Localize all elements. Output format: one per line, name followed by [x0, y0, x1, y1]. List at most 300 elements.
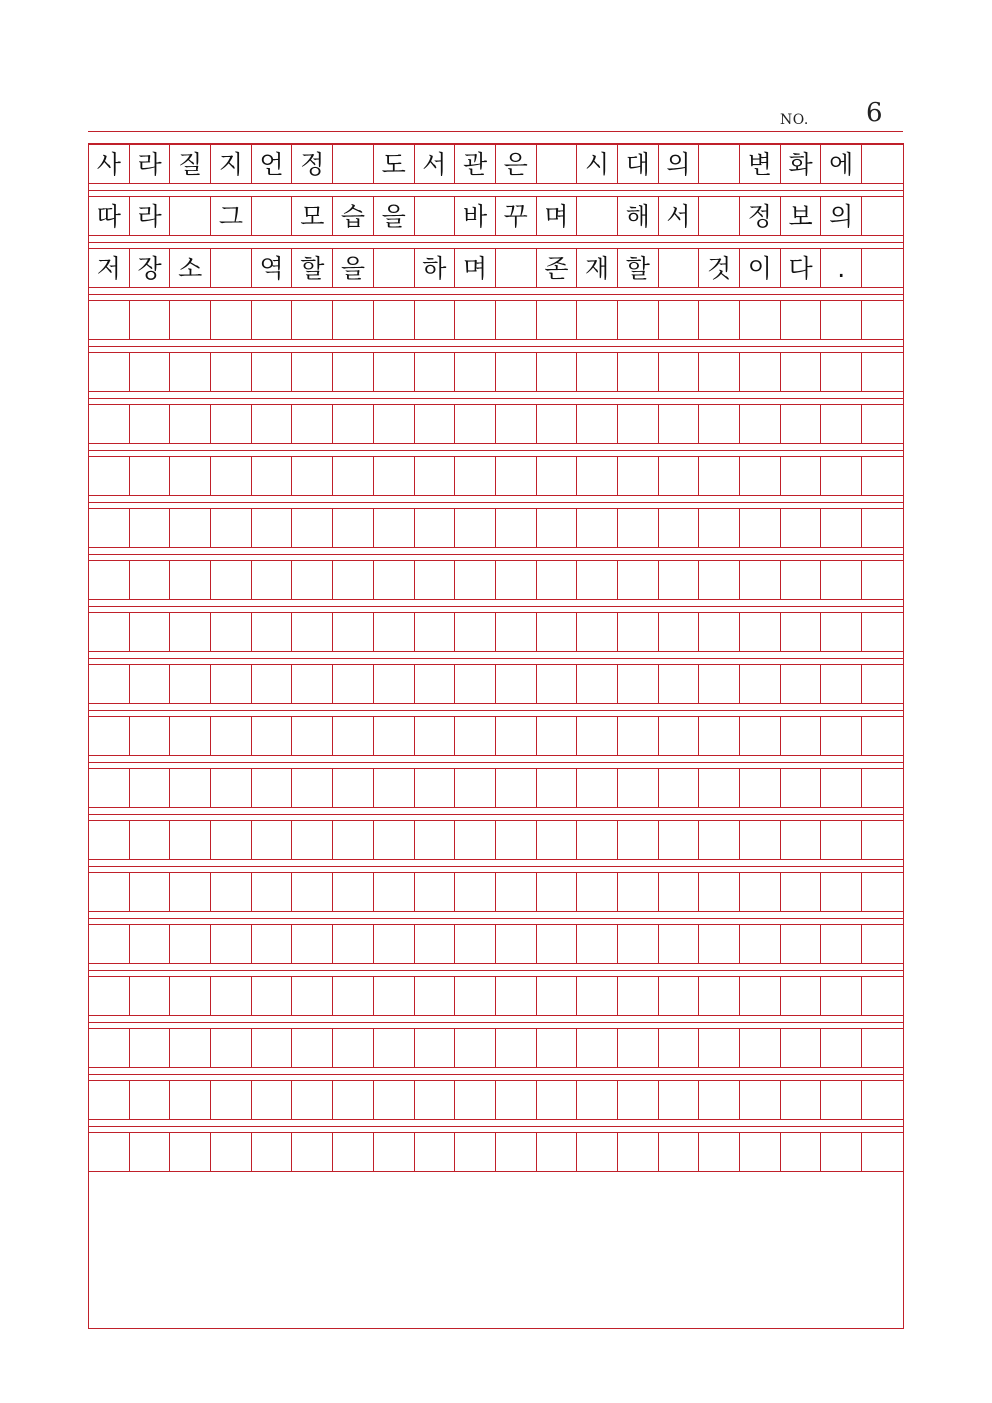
- grid-cell: [130, 1029, 171, 1067]
- grid-cell: [862, 977, 903, 1015]
- grid-cell: 을: [333, 249, 374, 287]
- grid-cell: [130, 821, 171, 859]
- grid-cell: [211, 509, 252, 547]
- grid-cell: [170, 353, 211, 391]
- grid-cell: [740, 613, 781, 651]
- grid-cell: [374, 925, 415, 963]
- grid-cell: [89, 405, 130, 443]
- grid-cell: [577, 873, 618, 911]
- grid-cell: [252, 1081, 293, 1119]
- grid-cell: [659, 249, 700, 287]
- grid-cell: [211, 561, 252, 599]
- grid-cell: [415, 925, 456, 963]
- grid-cell: [577, 821, 618, 859]
- grid-cell: [292, 821, 333, 859]
- grid-cell: 사: [89, 145, 130, 183]
- grid-cell: [496, 1029, 537, 1067]
- grid-cell: [252, 925, 293, 963]
- grid-cell: [374, 769, 415, 807]
- grid-cell: [252, 717, 293, 755]
- grid-cell: [170, 977, 211, 1015]
- grid-cell: 따: [89, 197, 130, 235]
- grid-cell: 의: [821, 197, 862, 235]
- grid-cell: 정: [292, 145, 333, 183]
- grid-cell: [699, 977, 740, 1015]
- grid-cell: [252, 769, 293, 807]
- grid-cell: [577, 1029, 618, 1067]
- grid-cell: [699, 1029, 740, 1067]
- grid-cell: [699, 925, 740, 963]
- grid-cell: [821, 405, 862, 443]
- grid-cell: [740, 769, 781, 807]
- grid-cell: 며: [455, 249, 496, 287]
- grid-cell: [89, 717, 130, 755]
- grid-cell: [699, 301, 740, 339]
- grid-cell: [130, 769, 171, 807]
- grid-cell: [537, 665, 578, 703]
- grid-cell: [455, 1029, 496, 1067]
- grid-cell: [89, 301, 130, 339]
- grid-cell: [170, 925, 211, 963]
- grid-cell: [618, 873, 659, 911]
- grid-cell: 대: [618, 145, 659, 183]
- grid-cell: 지: [211, 145, 252, 183]
- grid-cell: [659, 457, 700, 495]
- grid-cell: [740, 977, 781, 1015]
- grid-cell: [170, 613, 211, 651]
- grid-cell: [455, 717, 496, 755]
- grid-row: [89, 1028, 903, 1068]
- grid-cell: [374, 249, 415, 287]
- grid-cell: [862, 717, 903, 755]
- grid-cell: [699, 197, 740, 235]
- grid-cell: [333, 769, 374, 807]
- grid-cell: [862, 821, 903, 859]
- grid-cell: 라: [130, 145, 171, 183]
- grid-cell: [496, 613, 537, 651]
- grid-cell: [699, 1081, 740, 1119]
- grid-cell: [130, 457, 171, 495]
- row-gap-line: [89, 866, 903, 867]
- grid-cell: 할: [292, 249, 333, 287]
- grid-cell: [415, 301, 456, 339]
- grid-cell: [659, 665, 700, 703]
- grid-cell: [292, 665, 333, 703]
- grid-cell: [577, 613, 618, 651]
- grid-cell: [252, 405, 293, 443]
- grid-cell: [659, 977, 700, 1015]
- grid-cell: [821, 769, 862, 807]
- grid-cell: [577, 353, 618, 391]
- grid-cell: [415, 769, 456, 807]
- grid-cell: [537, 1029, 578, 1067]
- grid-cell: 역: [252, 249, 293, 287]
- grid-cell: [252, 301, 293, 339]
- grid-cell: [333, 353, 374, 391]
- grid-cell: 화: [781, 145, 822, 183]
- row-gap-line: [89, 814, 903, 815]
- grid-cell: [292, 1133, 333, 1171]
- grid-cell: [252, 665, 293, 703]
- grid-cell: [292, 925, 333, 963]
- grid-cell: [415, 977, 456, 1015]
- grid-cell: [211, 1081, 252, 1119]
- row-gap-line: [89, 190, 903, 191]
- grid-cell: [455, 405, 496, 443]
- grid-cell: [455, 873, 496, 911]
- grid-cell: [333, 717, 374, 755]
- grid-cell: [496, 821, 537, 859]
- grid-cell: [496, 769, 537, 807]
- grid-cell: [781, 1029, 822, 1067]
- grid-row: [89, 352, 903, 392]
- grid-cell: [292, 561, 333, 599]
- grid-cell: [618, 665, 659, 703]
- grid-cell: [292, 509, 333, 547]
- grid-cell: [170, 1133, 211, 1171]
- grid-cell: [333, 821, 374, 859]
- grid-cell: [130, 717, 171, 755]
- grid-row: [89, 976, 903, 1016]
- grid-cell: [170, 457, 211, 495]
- grid-cell: [618, 1029, 659, 1067]
- row-gap-line: [89, 970, 903, 971]
- grid-cell: [862, 1081, 903, 1119]
- grid-cell: 도: [374, 145, 415, 183]
- grid-cell: [821, 509, 862, 547]
- grid-cell: [252, 613, 293, 651]
- grid-cell: [537, 405, 578, 443]
- grid-cell: [130, 509, 171, 547]
- grid-cell: [618, 405, 659, 443]
- row-gap-line: [89, 1022, 903, 1023]
- grid-cell: [781, 561, 822, 599]
- grid-cell: [170, 1081, 211, 1119]
- grid-cell: [252, 1029, 293, 1067]
- grid-cell: [537, 717, 578, 755]
- grid-cell: 모: [292, 197, 333, 235]
- grid-cell: [130, 353, 171, 391]
- grid-cell: [211, 613, 252, 651]
- grid-cell: [577, 1081, 618, 1119]
- grid-cell: [740, 1081, 781, 1119]
- grid-cell: [537, 353, 578, 391]
- grid-cell: [89, 873, 130, 911]
- grid-cell: [862, 613, 903, 651]
- grid-cell: [415, 665, 456, 703]
- grid-cell: [821, 873, 862, 911]
- grid-cell: [659, 1029, 700, 1067]
- grid-cell: [862, 249, 903, 287]
- grid-cell: [537, 977, 578, 1015]
- grid-cell: [455, 925, 496, 963]
- grid-cell: [862, 197, 903, 235]
- grid-cell: [537, 509, 578, 547]
- grid-cell: [89, 769, 130, 807]
- grid-cell: [292, 717, 333, 755]
- row-gap-line: [89, 450, 903, 451]
- grid-cell: [130, 873, 171, 911]
- grid-cell: [537, 613, 578, 651]
- grid-cell: [89, 561, 130, 599]
- grid-cell: [415, 509, 456, 547]
- row-gap-line: [89, 346, 903, 347]
- grid-cell: 에: [821, 145, 862, 183]
- grid-cell: [455, 613, 496, 651]
- grid-cell: 할: [618, 249, 659, 287]
- grid-cell: 하: [415, 249, 456, 287]
- grid-cell: [374, 509, 415, 547]
- grid-cell: [577, 769, 618, 807]
- grid-cell: [170, 717, 211, 755]
- grid-row: [89, 924, 903, 964]
- grid-cell: [496, 405, 537, 443]
- grid-cell: [333, 561, 374, 599]
- grid-cell: [415, 457, 456, 495]
- grid-cell: [415, 1029, 456, 1067]
- grid-cell: [821, 301, 862, 339]
- grid-cell: [659, 301, 700, 339]
- row-gap-line: [89, 1074, 903, 1075]
- grid-cell: [618, 925, 659, 963]
- grid-cell: [415, 1081, 456, 1119]
- grid-cell: [130, 405, 171, 443]
- grid-row: [89, 664, 903, 704]
- grid-cell: [862, 301, 903, 339]
- grid-cell: [496, 353, 537, 391]
- grid-cell: [415, 821, 456, 859]
- grid-cell: [821, 665, 862, 703]
- grid-cell: [862, 457, 903, 495]
- grid-cell: [496, 509, 537, 547]
- grid-cell: 저: [89, 249, 130, 287]
- grid-cell: [821, 1133, 862, 1171]
- grid-cell: [781, 301, 822, 339]
- grid-cell: [455, 457, 496, 495]
- grid-cell: [699, 405, 740, 443]
- grid-cell: [781, 1133, 822, 1171]
- grid-row: [89, 1080, 903, 1120]
- grid-cell: 것: [699, 249, 740, 287]
- grid-cell: 이: [740, 249, 781, 287]
- row-gap-line: [89, 658, 903, 659]
- grid-cell: [374, 821, 415, 859]
- grid-cell: [659, 561, 700, 599]
- grid-cell: [659, 405, 700, 443]
- grid-cell: [618, 457, 659, 495]
- grid-cell: [415, 405, 456, 443]
- grid-cell: [89, 457, 130, 495]
- grid-cell: [130, 561, 171, 599]
- grid-cell: [781, 457, 822, 495]
- grid-cell: [374, 1029, 415, 1067]
- grid-cell: [496, 665, 537, 703]
- grid-cell: [821, 613, 862, 651]
- grid-cell: [781, 509, 822, 547]
- grid-cell: [333, 145, 374, 183]
- grid-cell: [699, 769, 740, 807]
- grid-cell: [618, 353, 659, 391]
- grid-cell: [415, 353, 456, 391]
- grid-cell: [89, 821, 130, 859]
- grid-row: [89, 716, 903, 756]
- grid-cell: 꾸: [496, 197, 537, 235]
- grid-cell: [130, 301, 171, 339]
- grid-cell: [740, 821, 781, 859]
- grid-cell: [455, 509, 496, 547]
- grid-cell: [211, 925, 252, 963]
- grid-cell: [618, 509, 659, 547]
- grid-cell: [415, 561, 456, 599]
- grid-cell: [415, 1133, 456, 1171]
- grid-cell: [618, 769, 659, 807]
- grid-cell: [211, 353, 252, 391]
- grid-cell: [577, 405, 618, 443]
- grid-cell: [659, 1081, 700, 1119]
- grid-cell: 관: [455, 145, 496, 183]
- grid-cell: [211, 405, 252, 443]
- grid-cell: 변: [740, 145, 781, 183]
- grid-row: [89, 248, 903, 288]
- grid-cell: [211, 1133, 252, 1171]
- grid-cell: [374, 1133, 415, 1171]
- grid-cell: [862, 145, 903, 183]
- grid-cell: [537, 925, 578, 963]
- grid-cell: [333, 1133, 374, 1171]
- grid-cell: [577, 717, 618, 755]
- grid-cell: [781, 925, 822, 963]
- grid-row: [89, 768, 903, 808]
- grid-cell: [821, 977, 862, 1015]
- grid-cell: [89, 613, 130, 651]
- grid-cell: [496, 873, 537, 911]
- grid-cell: [333, 665, 374, 703]
- grid-cell: [577, 561, 618, 599]
- grid-cell: [537, 561, 578, 599]
- grid-cell: [292, 457, 333, 495]
- grid-cell: [821, 821, 862, 859]
- grid-cell: [862, 405, 903, 443]
- grid-cell: [89, 925, 130, 963]
- grid-cell: [821, 925, 862, 963]
- row-gap-line: [89, 918, 903, 919]
- grid-cell: [577, 665, 618, 703]
- grid-cell: [821, 1029, 862, 1067]
- grid-cell: [374, 613, 415, 651]
- grid-cell: [862, 509, 903, 547]
- grid-cell: 시: [577, 145, 618, 183]
- grid-cell: [740, 925, 781, 963]
- grid-cell: [211, 249, 252, 287]
- grid-cell: [821, 353, 862, 391]
- grid-cell: [374, 717, 415, 755]
- grid-cell: [89, 509, 130, 547]
- grid-cell: 해: [618, 197, 659, 235]
- grid-cell: [618, 821, 659, 859]
- grid-row: [89, 404, 903, 444]
- grid-cell: [292, 1081, 333, 1119]
- grid-cell: [455, 1133, 496, 1171]
- grid-cell: 보: [781, 197, 822, 235]
- grid-cell: [781, 769, 822, 807]
- grid-cell: [618, 613, 659, 651]
- grid-cell: [659, 613, 700, 651]
- grid-cell: [659, 1133, 700, 1171]
- grid-cell: [170, 769, 211, 807]
- header-rule: [88, 131, 903, 132]
- grid-cell: [740, 665, 781, 703]
- grid-cell: [211, 1029, 252, 1067]
- grid-cell: [374, 457, 415, 495]
- grid-cell: [455, 561, 496, 599]
- grid-cell: [781, 977, 822, 1015]
- grid-cell: 의: [659, 145, 700, 183]
- grid-row: [89, 508, 903, 548]
- grid-cell: [89, 977, 130, 1015]
- grid-cell: 그: [211, 197, 252, 235]
- grid-cell: .: [821, 249, 862, 287]
- grid-cell: [496, 925, 537, 963]
- grid-cell: [537, 873, 578, 911]
- grid-cell: [659, 873, 700, 911]
- row-gap-line: [89, 606, 903, 607]
- grid-cell: 서: [659, 197, 700, 235]
- grid-row: [89, 560, 903, 600]
- grid-cell: 며: [537, 197, 578, 235]
- grid-cell: [699, 1133, 740, 1171]
- grid-cell: [781, 873, 822, 911]
- grid-cell: [862, 925, 903, 963]
- grid-cell: [699, 665, 740, 703]
- grid-cell: [292, 1029, 333, 1067]
- grid-cell: [496, 1133, 537, 1171]
- grid-cell: 을: [374, 197, 415, 235]
- grid-cell: [699, 873, 740, 911]
- grid-cell: [577, 977, 618, 1015]
- grid-cell: [374, 665, 415, 703]
- grid-cell: [455, 1081, 496, 1119]
- grid-cell: 바: [455, 197, 496, 235]
- grid-cell: [333, 925, 374, 963]
- grid-cell: [699, 145, 740, 183]
- grid-cell: [211, 977, 252, 1015]
- grid-cell: [292, 405, 333, 443]
- row-gap-line: [89, 294, 903, 295]
- grid-cell: [862, 873, 903, 911]
- grid-cell: [333, 1029, 374, 1067]
- row-gap-line: [89, 242, 903, 243]
- grid-cell: [618, 561, 659, 599]
- grid-cell: 질: [170, 145, 211, 183]
- grid-cell: [781, 613, 822, 651]
- grid-cell: [659, 769, 700, 807]
- grid-cell: 소: [170, 249, 211, 287]
- row-gap-line: [89, 554, 903, 555]
- grid-cell: [170, 405, 211, 443]
- grid-cell: [577, 509, 618, 547]
- grid-cell: [496, 717, 537, 755]
- grid-cell: [170, 873, 211, 911]
- grid-cell: [577, 457, 618, 495]
- grid-cell: [252, 977, 293, 1015]
- grid-cell: [211, 873, 252, 911]
- grid-cell: [89, 1081, 130, 1119]
- grid-cell: 은: [496, 145, 537, 183]
- grid-cell: [252, 457, 293, 495]
- grid-cell: [537, 1133, 578, 1171]
- grid-cell: [659, 509, 700, 547]
- grid-cell: [862, 1029, 903, 1067]
